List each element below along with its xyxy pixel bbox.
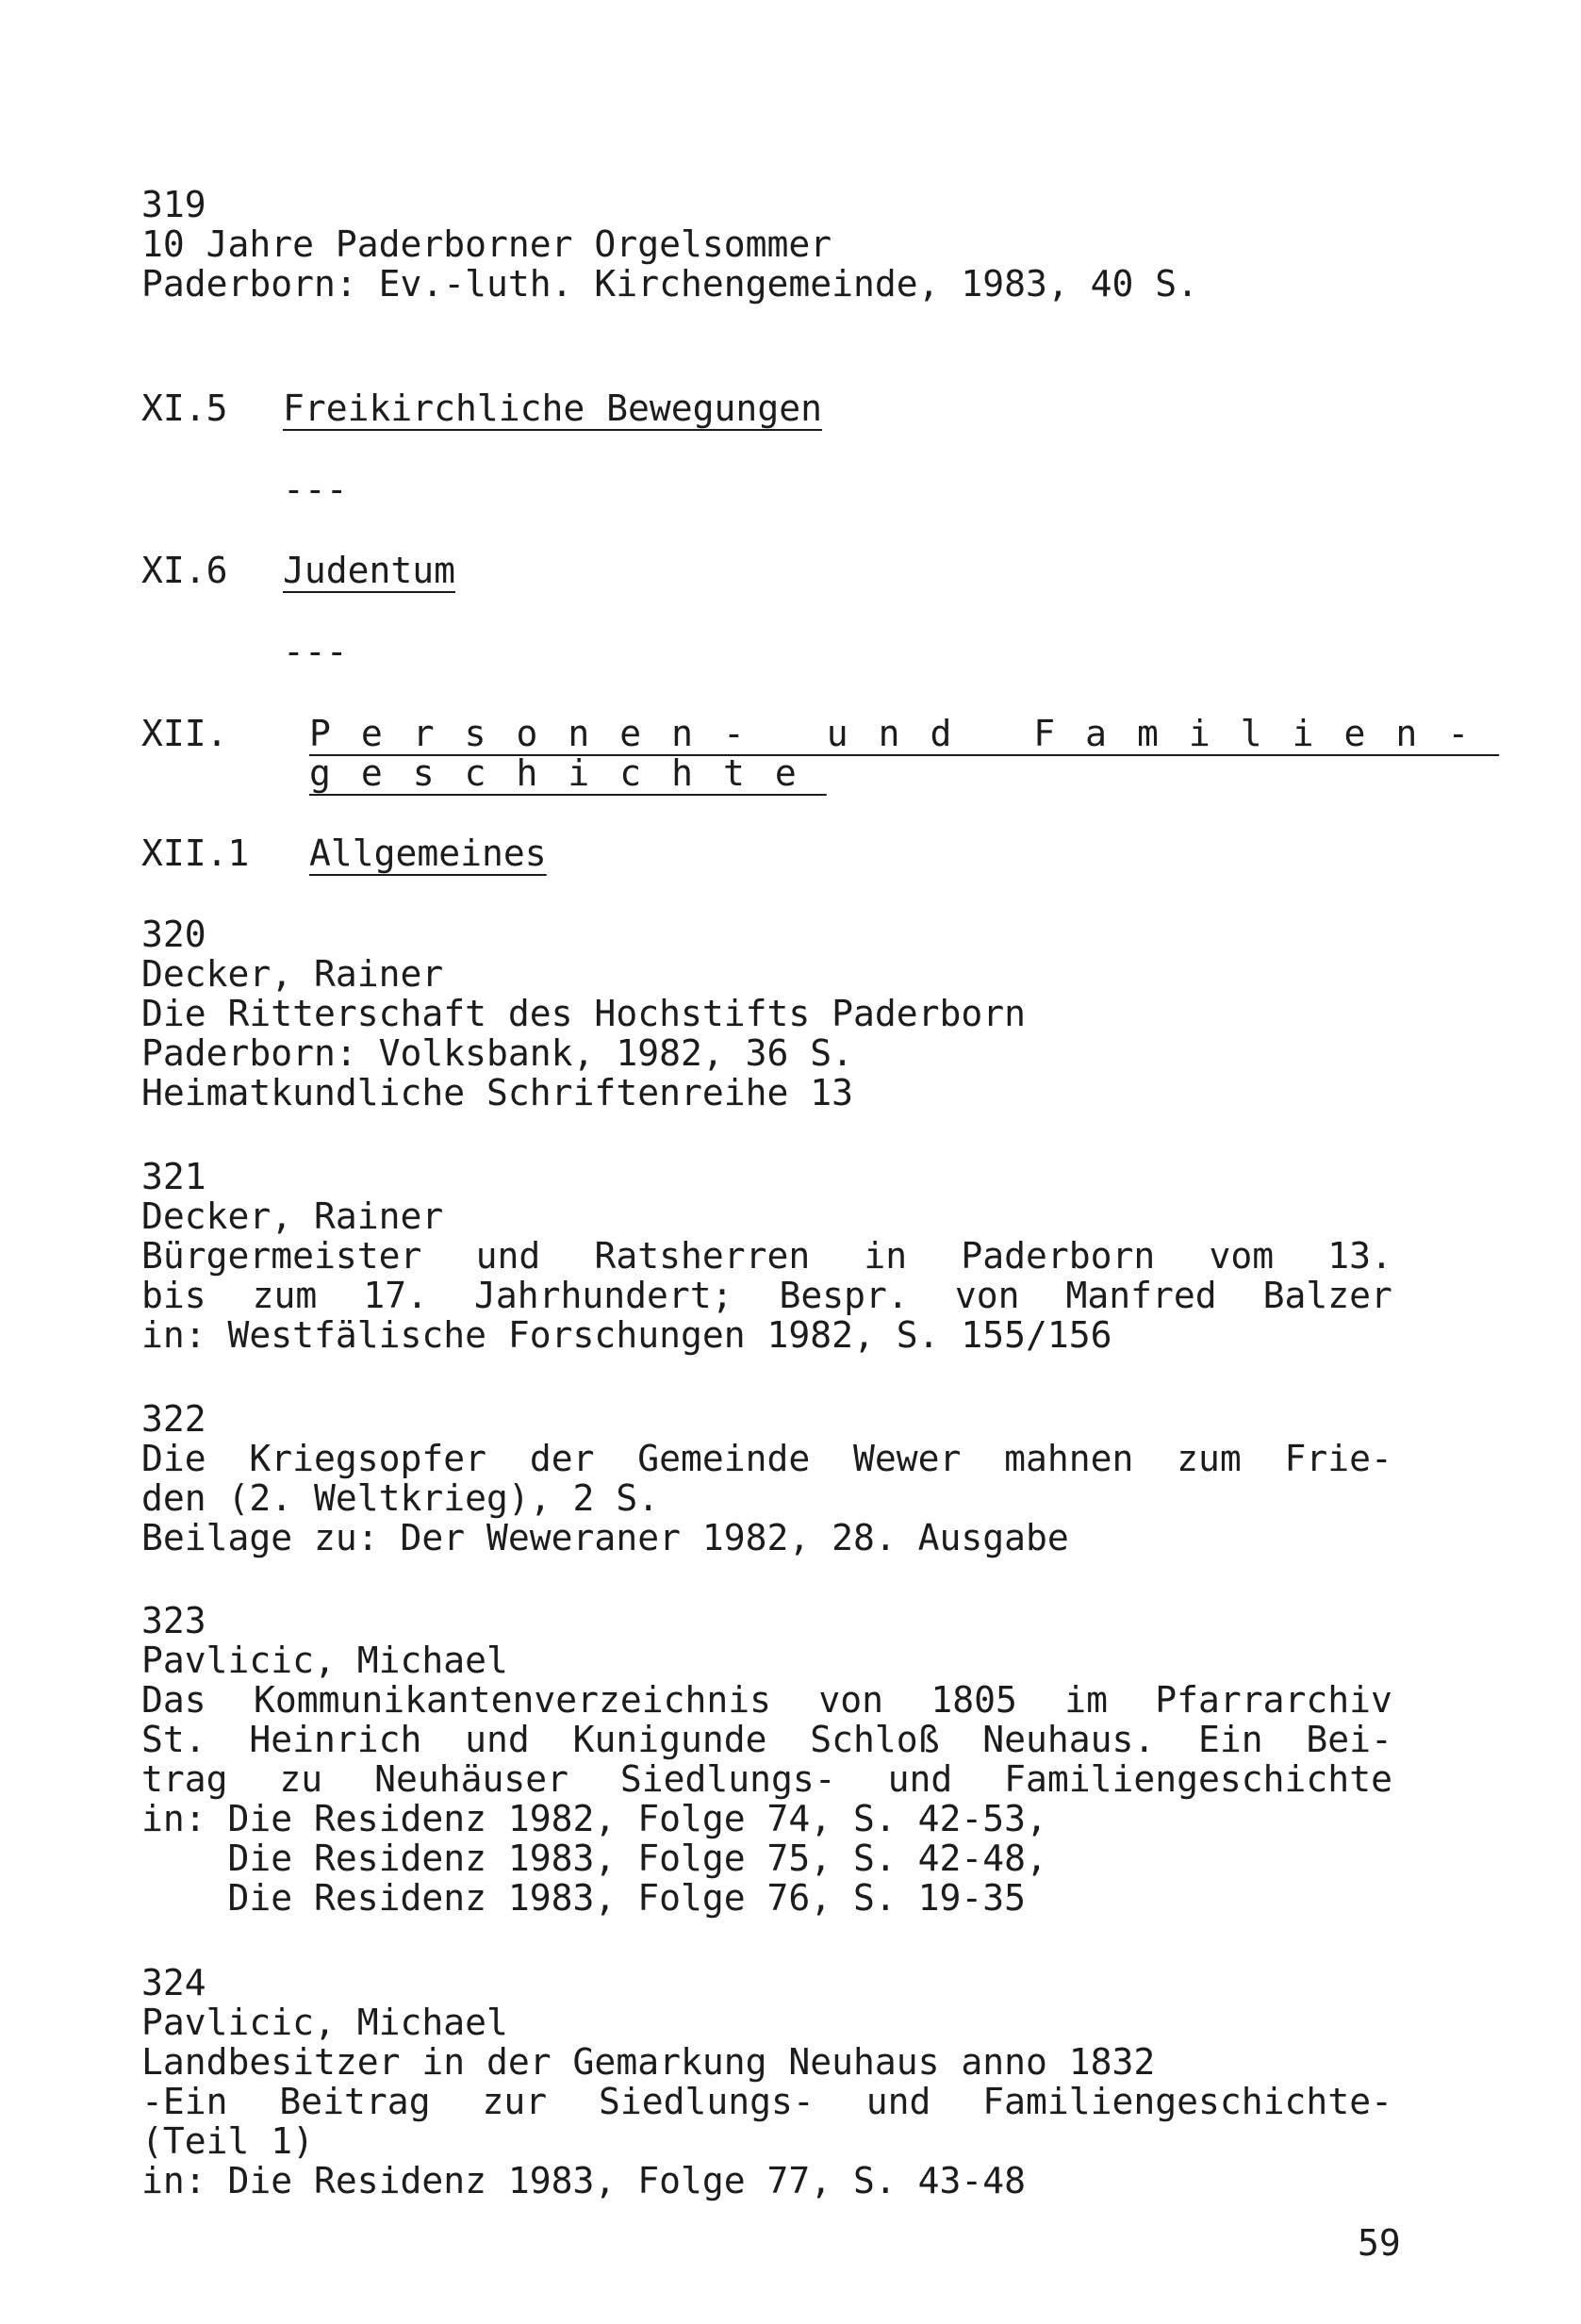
entry-author: Decker, Rainer bbox=[141, 953, 444, 995]
page-number: 59 bbox=[1358, 2222, 1401, 2264]
section-title: Freikirchliche Bewegungen bbox=[283, 387, 822, 429]
entry-source: in: Westfälische Forschungen 1982, S. 155/156 bbox=[141, 1314, 1112, 1356]
entry-author: Pavlicic, Michael bbox=[141, 2002, 508, 2043]
entry-number: 322 bbox=[141, 1398, 206, 1440]
entry-319 bbox=[141, 185, 1198, 304]
entry-source: Die Residenz 1983, Folge 76, S. 19-35 bbox=[141, 1877, 1026, 1919]
entry-title: Die Ritterschaft des Hochstifts Paderborn bbox=[141, 993, 1026, 1034]
entry-title-line: Die Kriegsopfer der Gemeinde Wewer mahnen zum Frie- bbox=[141, 1438, 1392, 1479]
section-number: XI.6 bbox=[141, 550, 228, 591]
entry-title-line: Landbesitzer in der Gemarkung Neuhaus anno 1832 bbox=[141, 2041, 1156, 2083]
entry-321 bbox=[141, 1157, 1392, 1355]
entry-title-line: (Teil 1) bbox=[141, 2120, 315, 2162]
entry-author: Pavlicic, Michael bbox=[141, 1640, 508, 1681]
empty-section-placeholder: --- bbox=[283, 631, 348, 672]
section-title-line1: Personen- und Familien- bbox=[309, 713, 1500, 754]
entry-source: Die Residenz 1983, Folge 75, S. 42-48, bbox=[141, 1838, 1047, 1879]
entry-title: 10 Jahre Paderborner Orgelsommer bbox=[141, 223, 832, 265]
entry-320 bbox=[141, 915, 1026, 1113]
section-number: XII. bbox=[141, 713, 228, 754]
entry-number: 321 bbox=[141, 1156, 206, 1197]
section-title: Allgemeines bbox=[309, 832, 547, 874]
entry-title-line: -Ein Beitrag zur Siedlungs- und Familiengeschichte- bbox=[141, 2081, 1392, 2122]
entry-title-line: Das Kommunikantenverzeichnis von 1805 im Pfarrarchiv bbox=[141, 1679, 1392, 1721]
entry-title-line: den (2. Weltkrieg), 2 S. bbox=[141, 1477, 660, 1519]
entry-title-line: Bürgermeister und Ratsherren in Paderborn vom 13. bbox=[141, 1235, 1392, 1277]
section-title: Judentum bbox=[283, 550, 456, 591]
entry-324 bbox=[141, 1963, 1392, 2200]
entry-series: Heimatkundliche Schriftenreihe 13 bbox=[141, 1072, 853, 1113]
entry-publication: Paderborn: Volksbank, 1982, 36 S. bbox=[141, 1032, 853, 1074]
entry-323 bbox=[141, 1601, 1392, 1918]
entry-title-line: trag zu Neuhäuser Siedlungs- und Familiengeschichte bbox=[141, 1758, 1392, 1800]
entry-title-line: St. Heinrich und Kunigunde Schloß Neuhaus. Ein Bei- bbox=[141, 1719, 1392, 1760]
empty-section-placeholder: --- bbox=[283, 469, 348, 510]
entry-number: 319 bbox=[141, 184, 206, 225]
entry-source: in: Die Residenz 1982, Folge 74, S. 42-53, bbox=[141, 1798, 1047, 1839]
entry-number: 324 bbox=[141, 1962, 206, 2003]
entry-322 bbox=[141, 1399, 1392, 1558]
section-number: XI.5 bbox=[141, 387, 228, 429]
entry-number: 323 bbox=[141, 1600, 206, 1641]
entry-number: 320 bbox=[141, 914, 206, 955]
section-number: XII.1 bbox=[141, 832, 250, 874]
entry-author: Decker, Rainer bbox=[141, 1195, 444, 1237]
entry-source: Beilage zu: Der Weweraner 1982, 28. Ausgabe bbox=[141, 1517, 1069, 1558]
entry-publication: Paderborn: Ev.-luth. Kirchengemeinde, 1983, 40 S. bbox=[141, 263, 1199, 305]
section-title-line2: geschichte bbox=[309, 752, 827, 794]
entry-source: in: Die Residenz 1983, Folge 77, S. 43-48 bbox=[141, 2160, 1026, 2201]
entry-title-line: bis zum 17. Jahrhundert; Bespr. von Manfred Balzer bbox=[141, 1275, 1392, 1316]
